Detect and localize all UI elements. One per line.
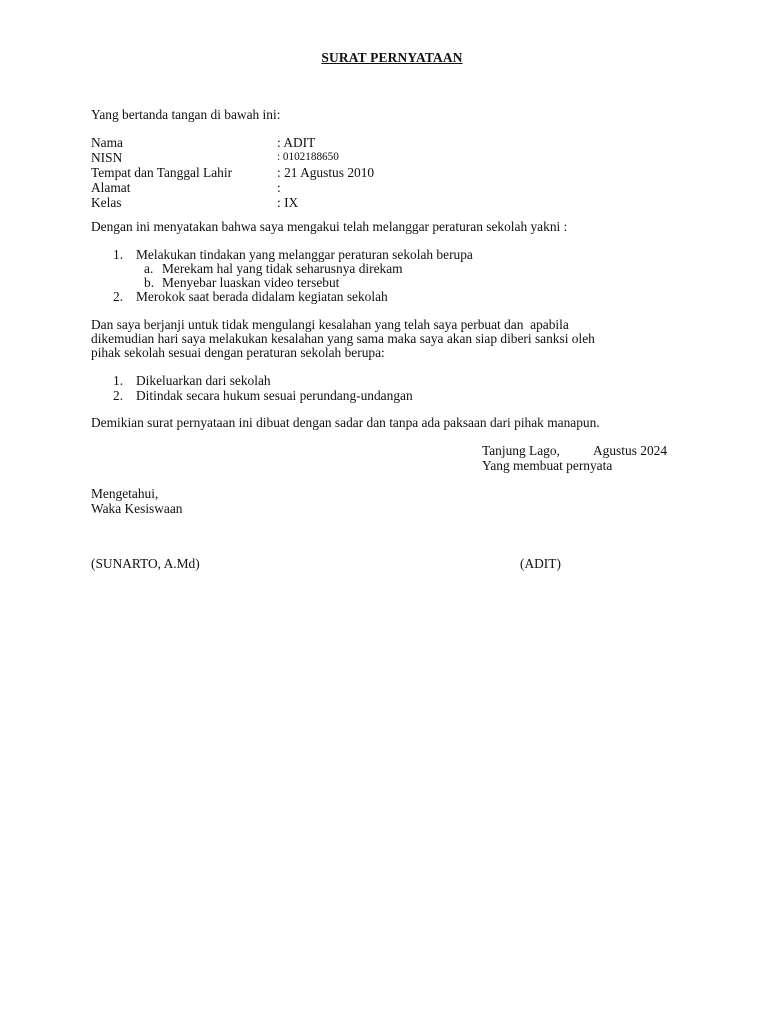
list-text: Dikeluarkan dari sekolah bbox=[136, 373, 271, 388]
identity-row-class bbox=[91, 195, 491, 210]
list-text: Menyebar luaskan video tersebut bbox=[162, 275, 340, 290]
acknowledge-block bbox=[91, 486, 183, 516]
identity-label: Tempat dan Tanggal Lahir bbox=[91, 165, 233, 180]
acknowledge-role: Waka Kesiswaan bbox=[91, 501, 183, 516]
closing-text: Demikian surat pernyataan ini dibuat dengan sadar dan tanpa ada paksaan dari pihak manapun. bbox=[91, 415, 600, 430]
date-text: Agustus 2024 bbox=[593, 443, 668, 458]
acknowledge-label: Mengetahui, bbox=[91, 486, 159, 501]
sanctions-list bbox=[91, 373, 691, 403]
list-number: 1. bbox=[113, 373, 124, 388]
identity-block bbox=[91, 135, 491, 210]
identity-label: Kelas bbox=[91, 195, 122, 210]
list-text: Merekam hal yang tidak seharusnya direkam bbox=[162, 261, 403, 276]
list-subitem bbox=[91, 275, 691, 289]
paragraph-line: dikemudian hari saya melakukan kesalahan yang sama maka saya akan siap diberi sanksi oleh bbox=[91, 331, 595, 346]
list-number: 2. bbox=[113, 388, 124, 403]
list-item bbox=[91, 373, 691, 388]
identity-row-address bbox=[91, 180, 491, 195]
promise-paragraph bbox=[91, 317, 691, 359]
identity-value: : IX bbox=[277, 195, 299, 210]
intro-text: Yang bertanda tangan di bawah ini: bbox=[91, 107, 281, 122]
identity-row-name bbox=[91, 135, 491, 150]
identity-value: : ADIT bbox=[277, 135, 316, 150]
identity-value: : bbox=[277, 180, 281, 195]
place-text: Tanjung Lago, bbox=[482, 443, 560, 458]
list-item bbox=[91, 247, 691, 261]
signer-right-name: (ADIT) bbox=[520, 556, 561, 571]
identity-label: Alamat bbox=[91, 180, 131, 195]
identity-row-birth bbox=[91, 165, 491, 180]
document-title: SURAT PERNYATAAN bbox=[321, 50, 463, 65]
list-number: 2. bbox=[113, 289, 124, 304]
maker-label: Yang membuat pernyata bbox=[482, 458, 613, 473]
signer-left-name: (SUNARTO, A.Md) bbox=[91, 556, 200, 571]
list-text: Ditindak secara hukum sesuai perundang-undangan bbox=[136, 388, 413, 403]
paragraph-line: pihak sekolah sesuai dengan peraturan sekolah berupa: bbox=[91, 345, 385, 360]
paragraph-line: Dan saya berjanji untuk tidak mengulangi kesalahan yang telah saya perbuat dan apabila bbox=[91, 317, 569, 332]
list-text: Melakukan tindakan yang melanggar peraturan sekolah berupa bbox=[136, 247, 473, 262]
list-item bbox=[91, 289, 691, 303]
violations-list bbox=[91, 247, 691, 303]
identity-value: : 21 Agustus 2010 bbox=[277, 165, 375, 180]
identity-label: Nama bbox=[91, 135, 123, 150]
statement-text: Dengan ini menyatakan bahwa saya mengakui telah melanggar peraturan sekolah yakni : bbox=[91, 219, 568, 234]
list-letter: b. bbox=[144, 275, 155, 290]
identity-row-nisn bbox=[91, 150, 491, 165]
list-text: Merokok saat berada didalam kegiatan sekolah bbox=[136, 289, 388, 304]
list-item bbox=[91, 388, 691, 403]
list-letter: a. bbox=[144, 261, 154, 276]
list-number: 1. bbox=[113, 247, 124, 262]
identity-label: NISN bbox=[91, 150, 123, 165]
list-subitem bbox=[91, 261, 691, 275]
identity-value: : 0102188650 bbox=[277, 151, 339, 163]
